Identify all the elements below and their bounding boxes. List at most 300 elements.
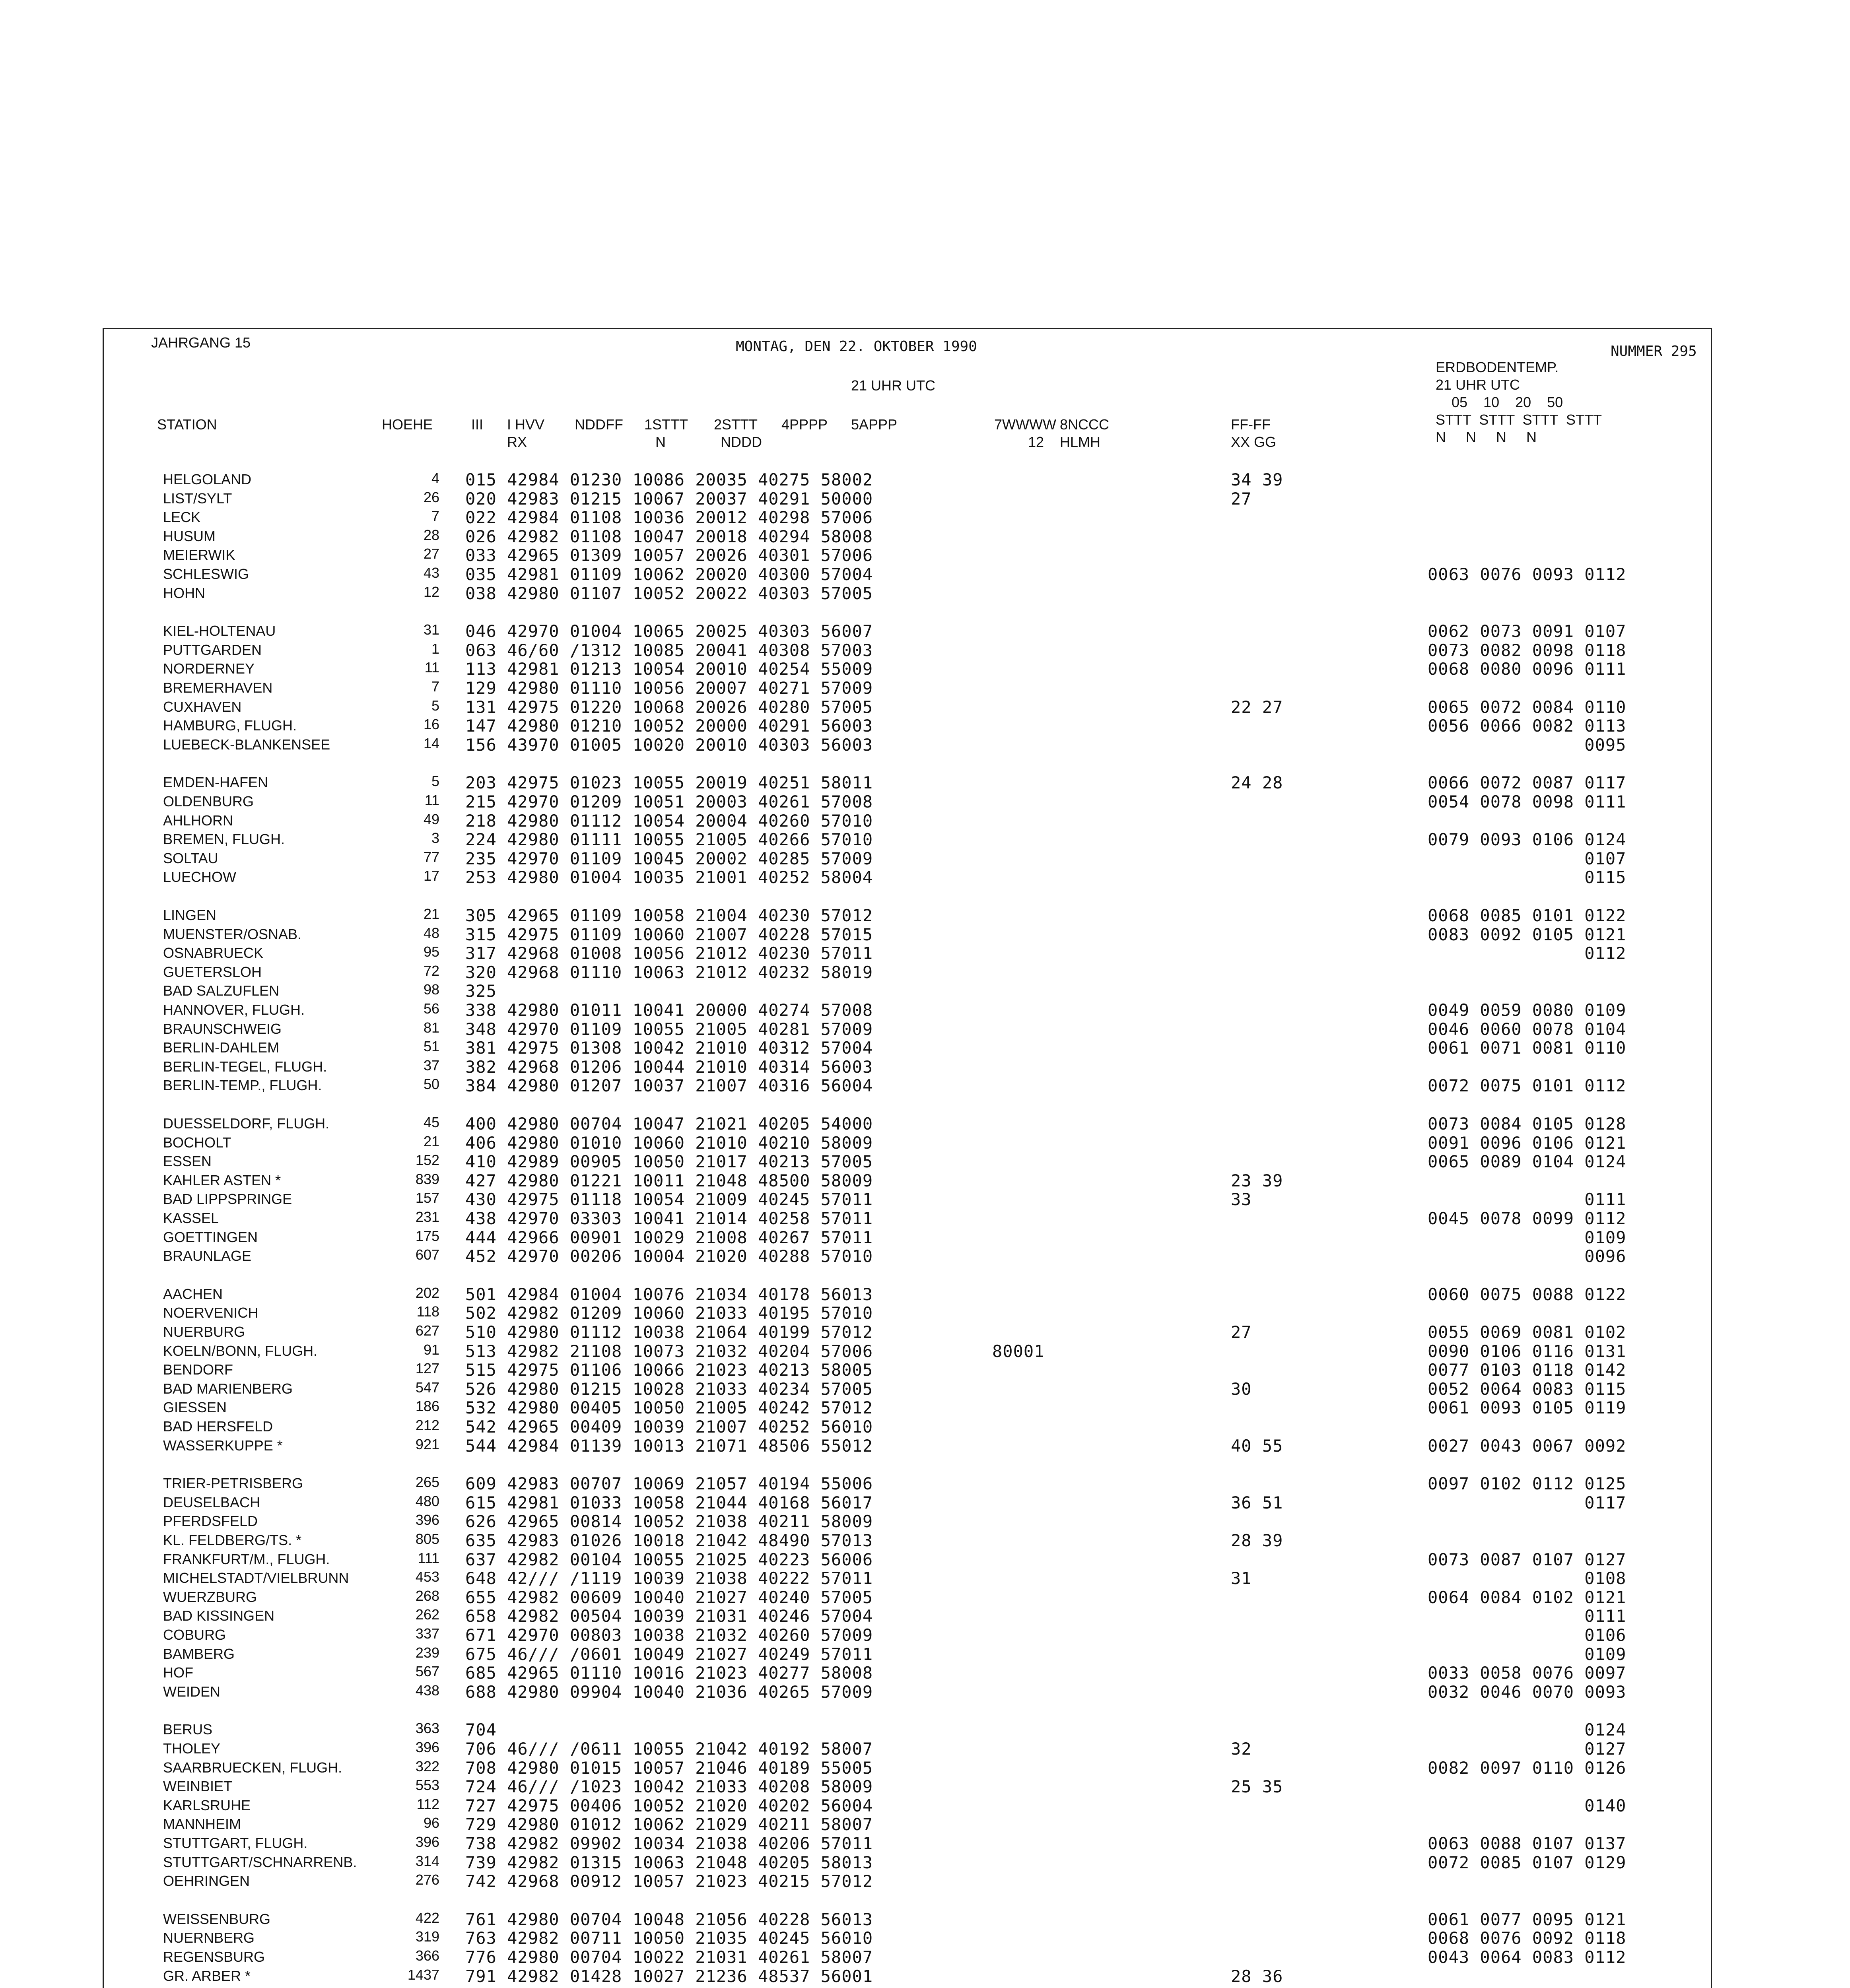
station-name: DUESSELDORF, FLUGH. xyxy=(163,1115,330,1132)
col-1sttt-n: N xyxy=(655,434,666,450)
obs-time: 21 UHR UTC xyxy=(851,377,936,394)
synop-code: 156 43970 01005 10020 20010 40303 56003 xyxy=(465,735,873,755)
col-nddff: NDDFF xyxy=(575,416,623,433)
synop-code: 015 42984 01230 10086 20035 40275 58002 xyxy=(465,470,873,489)
station-height: 453 xyxy=(415,1569,439,1585)
soil-temp: 0027 0043 0067 0092 xyxy=(1428,1436,1627,1456)
wind-gust: 31 xyxy=(1231,1569,1252,1588)
synop-code: 609 42983 00707 10069 21057 40194 55006 xyxy=(465,1474,873,1494)
station-height: 77 xyxy=(423,848,439,865)
station-name: DEUSELBACH xyxy=(163,1494,260,1510)
col-2sttt-nddd: NDDD xyxy=(721,434,762,450)
station-height: 1437 xyxy=(407,1966,439,1983)
jahrgang: JAHRGANG 15 xyxy=(151,334,251,351)
station-height: 175 xyxy=(415,1227,439,1244)
soil-temp: 0064 0084 0102 0121 xyxy=(1428,1587,1627,1607)
wind-gust: 28 36 xyxy=(1231,1966,1283,1986)
col-4pppp: 4PPPP xyxy=(781,416,828,433)
station-name: SCHLESWIG xyxy=(163,566,249,582)
station-name: MEIERWIK xyxy=(163,547,235,563)
station-name: LECK xyxy=(163,509,201,526)
soil-temp: 0068 0076 0092 0118 xyxy=(1428,1928,1627,1948)
col-7wwww-12: 12 xyxy=(1028,434,1044,450)
soil-temp: 0091 0096 0106 0121 xyxy=(1428,1133,1627,1153)
synop-code: 147 42980 01210 10052 20000 40291 56003 xyxy=(465,716,873,736)
soil-temp: 0054 0078 0098 0111 xyxy=(1428,792,1627,812)
col-ff: FF-FF xyxy=(1231,416,1271,433)
station-height: 112 xyxy=(416,1796,439,1812)
synop-code: 320 42968 01110 10063 21012 40232 58019 xyxy=(465,962,873,982)
station-height: 366 xyxy=(415,1947,439,1964)
synop-code: 763 42982 00711 10050 21035 40245 56010 xyxy=(465,1928,873,1948)
synop-code: 235 42970 01109 10045 20002 40285 57009 xyxy=(465,848,873,868)
soil-temp: 0068 0080 0096 0111 xyxy=(1428,659,1627,679)
wind-gust: 28 39 xyxy=(1231,1531,1283,1550)
wind-gust: 22 27 xyxy=(1231,697,1283,717)
station-name: BAD LIPPSPRINGE xyxy=(163,1191,292,1208)
synop-code: 502 42982 01209 10060 21033 40195 57010 xyxy=(465,1303,873,1323)
soil-temp-title: ERDBODENTEMP. xyxy=(1436,359,1559,375)
soil-temp: 0063 0088 0107 0137 xyxy=(1428,1834,1627,1853)
station-name: THOLEY xyxy=(163,1740,221,1757)
wind-gust: 27 xyxy=(1231,1322,1252,1342)
soil-depths: 05 10 20 50 xyxy=(1448,394,1563,410)
station-name: AHLHORN xyxy=(163,812,233,829)
station-name: NUERBURG xyxy=(163,1324,245,1340)
col-hlmh: HLMH xyxy=(1060,434,1101,450)
soil-temp: 0052 0064 0083 0115 xyxy=(1428,1379,1627,1399)
station-height: 152 xyxy=(415,1152,439,1169)
synop-code: 685 42965 01110 10016 21023 40277 58008 xyxy=(465,1663,873,1683)
station-name: OSNABRUECK xyxy=(163,945,264,961)
station-height: 96 xyxy=(423,1815,439,1831)
station-name: LUEBECK-BLANKENSEE xyxy=(163,736,330,753)
synop-code: 739 42982 01315 10063 21048 40205 58013 xyxy=(465,1852,873,1872)
station-height: 95 xyxy=(423,944,439,960)
soil-temp: 0079 0093 0106 0124 xyxy=(1428,830,1627,850)
station-name: BAD SALZUFLEN xyxy=(163,982,280,999)
station-height: 396 xyxy=(415,1512,439,1528)
soil-temp: 0073 0082 0098 0118 xyxy=(1428,640,1627,660)
station-name: NUERNBERG xyxy=(163,1930,255,1946)
station-name: BERLIN-TEMP., FLUGH. xyxy=(163,1077,322,1094)
synop-code: 406 42980 01010 10060 21010 40210 58009 xyxy=(465,1133,873,1153)
soil-temp: 0127 xyxy=(1428,1739,1627,1759)
station-name: HOF xyxy=(163,1664,193,1681)
station-name: HUSUM xyxy=(163,528,216,544)
soil-temp: 0108 xyxy=(1428,1569,1627,1588)
synop-code: 382 42968 01206 10044 21010 40314 56003 xyxy=(465,1057,873,1077)
wind-gust: 40 55 xyxy=(1231,1436,1283,1456)
synop-code: 704 xyxy=(465,1720,497,1740)
soil-temp-time: 21 UHR UTC xyxy=(1436,377,1520,393)
synop-code: 129 42980 01110 10056 20007 40271 57009 xyxy=(465,678,873,698)
station-name: BOCHOLT xyxy=(163,1134,231,1151)
station-height: 547 xyxy=(415,1379,439,1396)
synop-code: 452 42970 00206 10004 21020 40288 57010 xyxy=(465,1246,873,1266)
station-height: 239 xyxy=(415,1644,439,1661)
soil-temp: 0111 xyxy=(1428,1190,1627,1209)
wind-gust: 23 39 xyxy=(1231,1171,1283,1190)
synop-code: 338 42980 01011 10041 20000 40274 57008 xyxy=(465,1000,873,1020)
soil-temp: 0083 0092 0105 0121 xyxy=(1428,924,1627,944)
station-height: 553 xyxy=(415,1777,439,1794)
station-name: STUTTGART, FLUGH. xyxy=(163,1835,308,1851)
soil-temp: 0107 xyxy=(1428,848,1627,868)
synop-code: 729 42980 01012 10062 21029 40211 58007 xyxy=(465,1815,873,1835)
synop-code: 410 42989 00905 10050 21017 40213 57005 xyxy=(465,1152,873,1172)
station-height: 28 xyxy=(423,526,439,543)
station-name: WASSERKUPPE * xyxy=(163,1437,283,1454)
wind-gust: 24 28 xyxy=(1231,773,1283,793)
synop-code: 727 42975 00406 10052 21020 40202 56004 xyxy=(465,1796,873,1815)
synop-code: 615 42981 01033 10058 21044 40168 56017 xyxy=(465,1493,873,1512)
synop-code: 026 42982 01108 10047 20018 40294 58008 xyxy=(465,526,873,546)
col-7wwww: 7WWWW xyxy=(994,416,1056,433)
soil-temp: 0045 0078 0099 0112 xyxy=(1428,1209,1627,1228)
soil-temp: 0111 xyxy=(1428,1606,1627,1626)
soil-temp: 0060 0075 0088 0122 xyxy=(1428,1284,1627,1304)
soil-temp: 0073 0087 0107 0127 xyxy=(1428,1549,1627,1569)
synop-code: 381 42975 01308 10042 21010 40312 57004 xyxy=(465,1038,873,1058)
synop-code: 348 42970 01109 10055 21005 40281 57009 xyxy=(465,1019,873,1039)
station-height: 607 xyxy=(415,1246,439,1263)
station-height: 81 xyxy=(423,1019,439,1036)
station-name: WEISSENBURG xyxy=(163,1910,271,1927)
station-name: BAD MARIENBERG xyxy=(163,1380,293,1397)
station-name: LUECHOW xyxy=(163,869,237,885)
col-5appp: 5APPP xyxy=(851,416,898,433)
soil-temp: 0124 xyxy=(1428,1720,1627,1740)
synop-code: 515 42975 01106 10066 21023 40213 58005 xyxy=(465,1360,873,1380)
station-height: 627 xyxy=(415,1322,439,1339)
soil-temp: 0065 0089 0104 0124 xyxy=(1428,1152,1627,1172)
station-name: GR. ARBER * xyxy=(163,1967,251,1984)
synop-code: 020 42983 01215 10067 20037 40291 50000 xyxy=(465,489,873,509)
station-height: 396 xyxy=(415,1739,439,1755)
station-height: 43 xyxy=(423,565,439,581)
station-name: GOETTINGEN xyxy=(163,1229,258,1245)
synop-code: 791 42982 01428 10027 21236 48537 56001 xyxy=(465,1966,873,1986)
synop-code: 706 46/// /0611 10055 21042 40192 58007 xyxy=(465,1739,873,1759)
station-name: KOELN/BONN, FLUGH. xyxy=(163,1342,318,1359)
station-height: 51 xyxy=(423,1038,439,1055)
station-name: BREMERHAVEN xyxy=(163,679,273,696)
soil-temp: 0061 0077 0095 0121 xyxy=(1428,1909,1627,1929)
synop-code: 532 42980 00405 10050 21005 40242 57012 xyxy=(465,1398,873,1418)
col-ihvv: I HVV xyxy=(507,416,545,433)
station-height: 212 xyxy=(415,1417,439,1433)
soil-temp: 0072 0085 0107 0129 xyxy=(1428,1852,1627,1872)
station-height: 16 xyxy=(423,716,439,733)
col-8nccc: 8NCCC xyxy=(1060,416,1110,433)
station-height: 111 xyxy=(418,1549,439,1566)
synop-code: 438 42970 03303 10041 21014 40258 57011 xyxy=(465,1209,873,1228)
synop-code: 400 42980 00704 10047 21021 40205 54000 xyxy=(465,1114,873,1134)
wind-gust: 30 xyxy=(1231,1379,1252,1399)
synop-code: 384 42980 01207 10037 21007 40316 56004 xyxy=(465,1076,873,1096)
synop-code: 224 42980 01111 10055 21005 40266 57010 xyxy=(465,830,873,850)
station-name: OEHRINGEN xyxy=(163,1873,250,1889)
soil-temp: 0073 0084 0105 0128 xyxy=(1428,1114,1627,1134)
station-height: 98 xyxy=(423,981,439,998)
station-height: 262 xyxy=(415,1606,439,1623)
station-name: MICHELSTADT/VIELBRUNN xyxy=(163,1570,349,1586)
soil-temp: 0046 0060 0078 0104 xyxy=(1428,1019,1627,1039)
station-name: NOERVENICH xyxy=(163,1305,258,1321)
station-height: 5 xyxy=(431,773,439,790)
station-name: LINGEN xyxy=(163,907,217,923)
synop-code: 648 42/// /1119 10039 21038 40222 57011 xyxy=(465,1569,873,1588)
station-height: 265 xyxy=(415,1474,439,1491)
station-height: 72 xyxy=(423,962,439,979)
station-name: KL. FELDBERG/TS. * xyxy=(163,1532,302,1548)
station-height: 14 xyxy=(423,735,439,751)
station-height: 396 xyxy=(415,1834,439,1850)
station-name: GIESSEN xyxy=(163,1399,227,1416)
col-iii: III xyxy=(471,416,484,433)
station-name: PFERDSFELD xyxy=(163,1513,258,1530)
station-height: 127 xyxy=(415,1360,439,1377)
synop-code: 635 42983 01026 10018 21042 48490 57013 xyxy=(465,1531,873,1550)
station-height: 3 xyxy=(431,830,439,846)
station-height: 118 xyxy=(416,1303,439,1320)
station-name: PUTTGARDEN xyxy=(163,641,262,658)
issue-date: MONTAG, DEN 22. OKTOBER 1990 xyxy=(736,338,977,355)
soil-temp: 0109 xyxy=(1428,1644,1627,1664)
soil-stt: STTT STTT STTT STTT xyxy=(1436,412,1602,428)
weather-code: 80001 xyxy=(992,1341,1045,1361)
station-height: 1 xyxy=(431,640,439,657)
col-station: STATION xyxy=(157,416,217,433)
soil-temp: 0112 xyxy=(1428,944,1627,963)
station-height: 322 xyxy=(415,1758,439,1774)
wind-gust: 33 xyxy=(1231,1190,1252,1209)
station-height: 45 xyxy=(423,1114,439,1130)
soil-temp: 0032 0046 0070 0093 xyxy=(1428,1682,1627,1702)
station-name: HELGOLAND xyxy=(163,471,252,487)
station-height: 48 xyxy=(423,924,439,941)
station-height: 11 xyxy=(424,659,439,676)
soil-temp: 0096 xyxy=(1428,1246,1627,1266)
synop-code: 671 42970 00803 10038 21032 40260 57009 xyxy=(465,1625,873,1645)
soil-temp: 0117 xyxy=(1428,1493,1627,1512)
synop-code: 315 42975 01109 10060 21007 40228 57015 xyxy=(465,924,873,944)
synop-code: 317 42968 01008 10056 21012 40230 57011 xyxy=(465,944,873,963)
station-height: 319 xyxy=(415,1928,439,1945)
station-name: WEINBIET xyxy=(163,1778,233,1795)
soil-temp: 0061 0093 0105 0119 xyxy=(1428,1398,1627,1418)
station-name: BERLIN-DAHLEM xyxy=(163,1039,280,1056)
station-height: 921 xyxy=(415,1436,439,1452)
station-height: 37 xyxy=(423,1057,439,1074)
station-name: BAD HERSFELD xyxy=(163,1418,273,1435)
station-height: 91 xyxy=(423,1341,439,1358)
synop-code: 544 42984 01139 10013 21071 48506 55012 xyxy=(465,1436,873,1456)
station-name: REGENSBURG xyxy=(163,1949,265,1965)
synop-code: 724 46/// /1023 10042 21033 40208 58009 xyxy=(465,1777,873,1797)
synop-code: 738 42982 09902 10034 21038 40206 57011 xyxy=(465,1834,873,1853)
synop-code: 526 42980 01215 10028 21033 40234 57005 xyxy=(465,1379,873,1399)
wind-gust: 27 xyxy=(1231,489,1252,509)
station-height: 5 xyxy=(431,697,439,714)
synop-code: 637 42982 00104 10055 21025 40223 56006 xyxy=(465,1549,873,1569)
station-height: 422 xyxy=(415,1909,439,1926)
station-height: 363 xyxy=(415,1720,439,1737)
station-height: 231 xyxy=(415,1209,439,1225)
soil-temp: 0082 0097 0110 0126 xyxy=(1428,1758,1627,1778)
soil-temp: 0068 0085 0101 0122 xyxy=(1428,906,1627,925)
station-name: CUXHAVEN xyxy=(163,698,242,715)
station-name: BRAUNLAGE xyxy=(163,1248,252,1264)
col-1sttt: 1STTT xyxy=(644,416,688,433)
station-height: 314 xyxy=(415,1852,439,1869)
station-height: 4 xyxy=(431,470,439,486)
station-name: TRIER-PETRISBERG xyxy=(163,1475,303,1492)
soil-n: N N N N xyxy=(1436,429,1537,445)
station-name: HAMBURG, FLUGH. xyxy=(163,717,297,734)
station-height: 567 xyxy=(415,1663,439,1680)
synop-code: 513 42982 21108 10073 21032 40204 57006 xyxy=(465,1341,873,1361)
station-name: KAHLER ASTEN * xyxy=(163,1172,281,1188)
synop-code: 776 42980 00704 10022 21031 40261 58007 xyxy=(465,1947,873,1967)
station-name: BAD KISSINGEN xyxy=(163,1607,275,1624)
synop-code: 655 42982 00609 10040 21027 40240 57005 xyxy=(465,1587,873,1607)
soil-temp: 0061 0071 0081 0110 xyxy=(1428,1038,1627,1058)
station-height: 7 xyxy=(431,678,439,695)
wind-gust: 36 51 xyxy=(1231,1493,1283,1512)
station-height: 480 xyxy=(415,1493,439,1509)
station-height: 27 xyxy=(423,546,439,562)
station-height: 7 xyxy=(431,508,439,524)
station-height: 31 xyxy=(423,621,439,638)
col-rx: RX xyxy=(507,434,527,450)
soil-temp: 0055 0069 0081 0102 xyxy=(1428,1322,1627,1342)
station-height: 56 xyxy=(423,1000,439,1017)
station-name: COBURG xyxy=(163,1627,226,1643)
station-name: SAARBRUECKEN, FLUGH. xyxy=(163,1759,342,1776)
synop-code: 626 42965 00814 10052 21038 40211 58009 xyxy=(465,1512,873,1532)
synop-code: 675 46/// /0601 10049 21027 40249 57011 xyxy=(465,1644,873,1664)
synop-code: 203 42975 01023 10055 20019 40251 58011 xyxy=(465,773,873,793)
synop-code: 501 42984 01004 10076 21034 40178 56013 xyxy=(465,1284,873,1304)
soil-temp: 0095 xyxy=(1428,735,1627,755)
synop-code: 038 42980 01107 10052 20022 40303 57005 xyxy=(465,583,873,603)
soil-temp: 0049 0059 0080 0109 xyxy=(1428,1000,1627,1020)
soil-temp: 0106 xyxy=(1428,1625,1627,1645)
station-name: MANNHEIM xyxy=(163,1816,241,1833)
station-name: ESSEN xyxy=(163,1153,212,1170)
col-hoehe: HOEHE xyxy=(382,416,433,433)
wind-gust: 32 xyxy=(1231,1739,1252,1759)
station-height: 202 xyxy=(415,1284,439,1301)
station-height: 839 xyxy=(415,1171,439,1187)
soil-temp: 0065 0072 0084 0110 xyxy=(1428,697,1627,717)
synop-code: 427 42980 01221 10011 21048 48500 58009 xyxy=(465,1171,873,1190)
soil-temp: 0115 xyxy=(1428,868,1627,887)
soil-temp: 0077 0103 0118 0142 xyxy=(1428,1360,1627,1380)
soil-temp: 0066 0072 0087 0117 xyxy=(1428,773,1627,793)
synop-code: 430 42975 01118 10054 21009 40245 57011 xyxy=(465,1190,873,1209)
station-name: BRAUNSCHWEIG xyxy=(163,1020,282,1037)
station-name: OLDENBURG xyxy=(163,793,254,810)
station-name: GUETERSLOH xyxy=(163,963,262,980)
issue-number: NUMMER 295 xyxy=(1611,343,1697,359)
station-height: 438 xyxy=(415,1682,439,1699)
station-name: LIST/SYLT xyxy=(163,490,232,507)
soil-temp: 0063 0076 0093 0112 xyxy=(1428,565,1627,584)
soil-temp: 0090 0106 0116 0131 xyxy=(1428,1341,1627,1361)
station-name: KASSEL xyxy=(163,1210,219,1226)
station-height: 337 xyxy=(415,1625,439,1642)
station-height: 186 xyxy=(415,1398,439,1415)
synop-code: 688 42980 09904 10040 21036 40265 57009 xyxy=(465,1682,873,1702)
station-height: 268 xyxy=(415,1587,439,1604)
synop-code: 542 42965 00409 10039 21007 40252 56010 xyxy=(465,1417,873,1437)
synop-code: 046 42970 01004 10065 20025 40303 56007 xyxy=(465,621,873,641)
soil-temp: 0056 0066 0082 0113 xyxy=(1428,716,1627,736)
station-name: NORDERNEY xyxy=(163,660,255,677)
synop-code: 325 xyxy=(465,981,497,1001)
station-name: BREMEN, FLUGH. xyxy=(163,831,285,848)
soil-temp: 0097 0102 0112 0125 xyxy=(1428,1474,1627,1494)
station-name: BERUS xyxy=(163,1721,213,1738)
synop-code: 742 42968 00912 10057 21023 40215 57012 xyxy=(465,1872,873,1891)
station-height: 805 xyxy=(415,1531,439,1547)
soil-temp: 0109 xyxy=(1428,1227,1627,1247)
station-name: STUTTGART/SCHNARRENB. xyxy=(163,1854,357,1870)
station-name: KARLSRUHE xyxy=(163,1797,251,1813)
soil-temp: 0072 0075 0101 0112 xyxy=(1428,1076,1627,1096)
station-name: KIEL-HOLTENAU xyxy=(163,623,276,639)
station-height: 12 xyxy=(423,583,439,600)
soil-temp: 0140 xyxy=(1428,1796,1627,1815)
station-name: FRANKFURT/M., FLUGH. xyxy=(163,1551,330,1567)
station-height: 276 xyxy=(415,1872,439,1888)
station-name: WUERZBURG xyxy=(163,1588,257,1605)
col-xxgg: XX GG xyxy=(1231,434,1277,450)
station-name: BENDORF xyxy=(163,1361,233,1378)
synop-code: 131 42975 01220 10068 20026 40280 57005 xyxy=(465,697,873,717)
wind-gust: 25 35 xyxy=(1231,1777,1283,1797)
station-name: BERLIN-TEGEL, FLUGH. xyxy=(163,1058,327,1075)
station-name: BAMBERG xyxy=(163,1645,235,1662)
synop-code: 761 42980 00704 10048 21056 40228 56013 xyxy=(465,1909,873,1929)
station-height: 157 xyxy=(415,1190,439,1206)
col-2sttt: 2STTT xyxy=(714,416,758,433)
synop-code: 305 42965 01109 10058 21004 40230 57012 xyxy=(465,906,873,925)
station-height: 11 xyxy=(424,792,439,808)
synop-code: 444 42966 00901 10029 21008 40267 57011 xyxy=(465,1227,873,1247)
synop-code: 033 42965 01309 10057 20026 40301 57006 xyxy=(465,546,873,565)
station-name: HANNOVER, FLUGH. xyxy=(163,1002,305,1018)
station-height: 21 xyxy=(423,1133,439,1149)
synop-code: 022 42984 01108 10036 20012 40298 57006 xyxy=(465,508,873,528)
station-height: 50 xyxy=(423,1076,439,1093)
synop-code: 035 42981 01109 10062 20020 40300 57004 xyxy=(465,565,873,584)
soil-temp: 0033 0058 0076 0097 xyxy=(1428,1663,1627,1683)
station-name: HOHN xyxy=(163,584,205,601)
synop-code: 063 46/60 /1312 10085 20041 40308 57003 xyxy=(465,640,873,660)
synop-code: 218 42980 01112 10054 20004 40260 57010 xyxy=(465,811,873,831)
soil-temp: 0062 0073 0091 0107 xyxy=(1428,621,1627,641)
station-height: 21 xyxy=(423,906,439,922)
soil-temp: 0043 0064 0083 0112 xyxy=(1428,1947,1627,1967)
station-height: 17 xyxy=(423,868,439,884)
wind-gust: 34 39 xyxy=(1231,470,1283,489)
synop-code: 708 42980 01015 10057 21046 40189 55005 xyxy=(465,1758,873,1778)
station-name: MUENSTER/OSNAB. xyxy=(163,926,302,942)
